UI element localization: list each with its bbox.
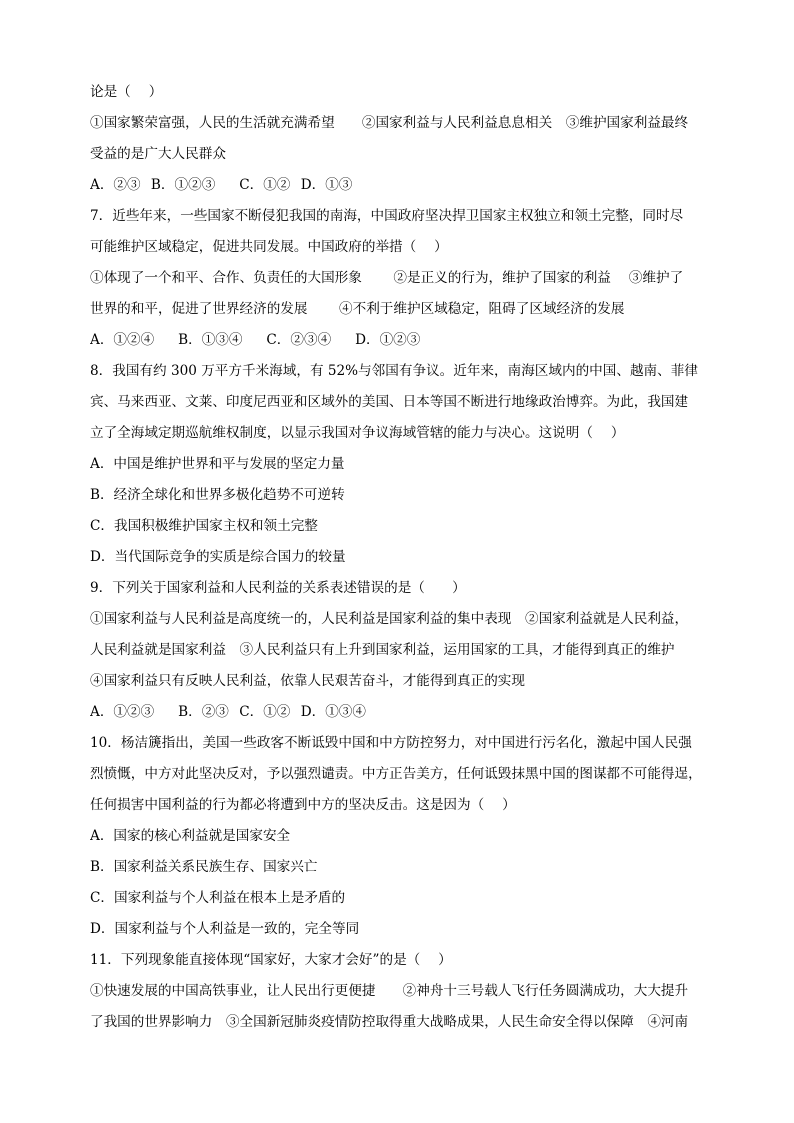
option-c: C．我国积极维护国家主权和领土完整 bbox=[90, 518, 318, 534]
option-b: B．经济全球化和世界多极化趋势不可逆转 bbox=[90, 487, 345, 503]
option-d: D．国家利益与个人利益是一致的，完全等同 bbox=[90, 921, 360, 937]
question-8-stem: 8．我国有约 300 万平方千米海域，有 52%与邻国有争议。近年来，南海区域内的中国、越南、菲律 bbox=[90, 363, 698, 379]
statement-line: ①国家利益与人民利益是高度统一的，人民利益是国家利益的集中表现 ②国家利益就是人民利益， bbox=[90, 611, 689, 627]
answer-options: A．①②④ B．①③④ C．②③④ D．①②③ bbox=[90, 332, 421, 348]
answer-options: A．①②③ B．②③ C．①② D．①③④ bbox=[90, 704, 366, 720]
question-10-stem: 10．杨洁篪指出，美国一些政客不断诋毁中国和中方防控努力，对中国进行污名化，激起中国人民强 bbox=[90, 735, 692, 751]
answer-options: A．②③ B．①②③ C．①② D．①③ bbox=[90, 177, 353, 193]
question-7-stem: 7．近些年来，一些国家不断侵犯我国的南海，中国政府坚决捍卫国家主权独立和领土完整，同时尽 bbox=[90, 208, 684, 224]
statement-line: ①体现了一个和平、合作、负责任的大国形象 ②是正义的行为，维护了国家的利益 ③维护了 bbox=[90, 270, 684, 286]
option-b: B．国家利益关系民族生存、国家兴亡 bbox=[90, 859, 318, 875]
statement-line: ①国家繁荣富强，人民的生活就充满希望 ②国家利益与人民利益息息相关 ③维护国家利益最终 bbox=[90, 115, 689, 131]
question-9-stem: 9．下列关于国家利益和人民利益的关系表述错误的是（ ） bbox=[90, 580, 466, 596]
statement-line: 受益的是广大人民群众 bbox=[90, 146, 226, 162]
statement-line: 世界的和平，促进了世界经济的发展 ④不利于维护区域稳定，阻碍了区域经济的发展 bbox=[90, 301, 625, 317]
question-11-stem: 11．下列现象能直接体现“国家好，大家才会好”的是（ ） bbox=[90, 952, 452, 968]
question-8-stem: 宾、马来西亚、文莱、印度尼西亚和区域外的美国、日本等国不断进行地缘政治博弈。为此，我国建 bbox=[90, 394, 689, 410]
question-10-stem: 烈愤慨，中方对此坚决反对，予以强烈谴责。中方正告美方，任何诋毁抹黑中国的图谋都不可能得逞， bbox=[90, 766, 702, 782]
option-a: A．国家的核心利益就是国家安全 bbox=[90, 828, 291, 844]
option-a: A．中国是维护世界和平与发展的坚定力量 bbox=[90, 456, 345, 472]
option-c: C．国家利益与个人利益在根本上是矛盾的 bbox=[90, 890, 346, 906]
question-7-stem: 可能维护区域稳定，促进共同发展。中国政府的举措（ ） bbox=[90, 239, 448, 255]
question-stem-line: 论是（ ） bbox=[90, 84, 163, 100]
statement-line: ④国家利益只有反映人民利益，依靠人民艰苦奋斗，才能得到真正的实现 bbox=[90, 673, 525, 689]
statement-line: ①快速发展的中国高铁事业，让人民出行更便捷 ②神舟十三号载人飞行任务圆满成功，大大提升 bbox=[90, 983, 689, 999]
question-8-stem: 立了全海域定期巡航维权制度，以显示我国对争议海域管辖的能力与决心。这说明（ ） bbox=[90, 425, 625, 441]
statement-line: 了我国的世界影响力 ③全国新冠肺炎疫情防控取得重大战略成果，人民生命安全得以保障 ④河南 bbox=[90, 1014, 689, 1030]
question-10-stem: 任何损害中国利益的行为都必将遭到中方的坚决反击。这是因为（ ） bbox=[90, 797, 516, 813]
statement-line: 人民利益就是国家利益 ③人民利益只有上升到国家利益，运用国家的工具，才能得到真正的维护 bbox=[90, 642, 675, 658]
option-d: D．当代国际竞争的实质是综合国力的较量 bbox=[90, 549, 346, 565]
